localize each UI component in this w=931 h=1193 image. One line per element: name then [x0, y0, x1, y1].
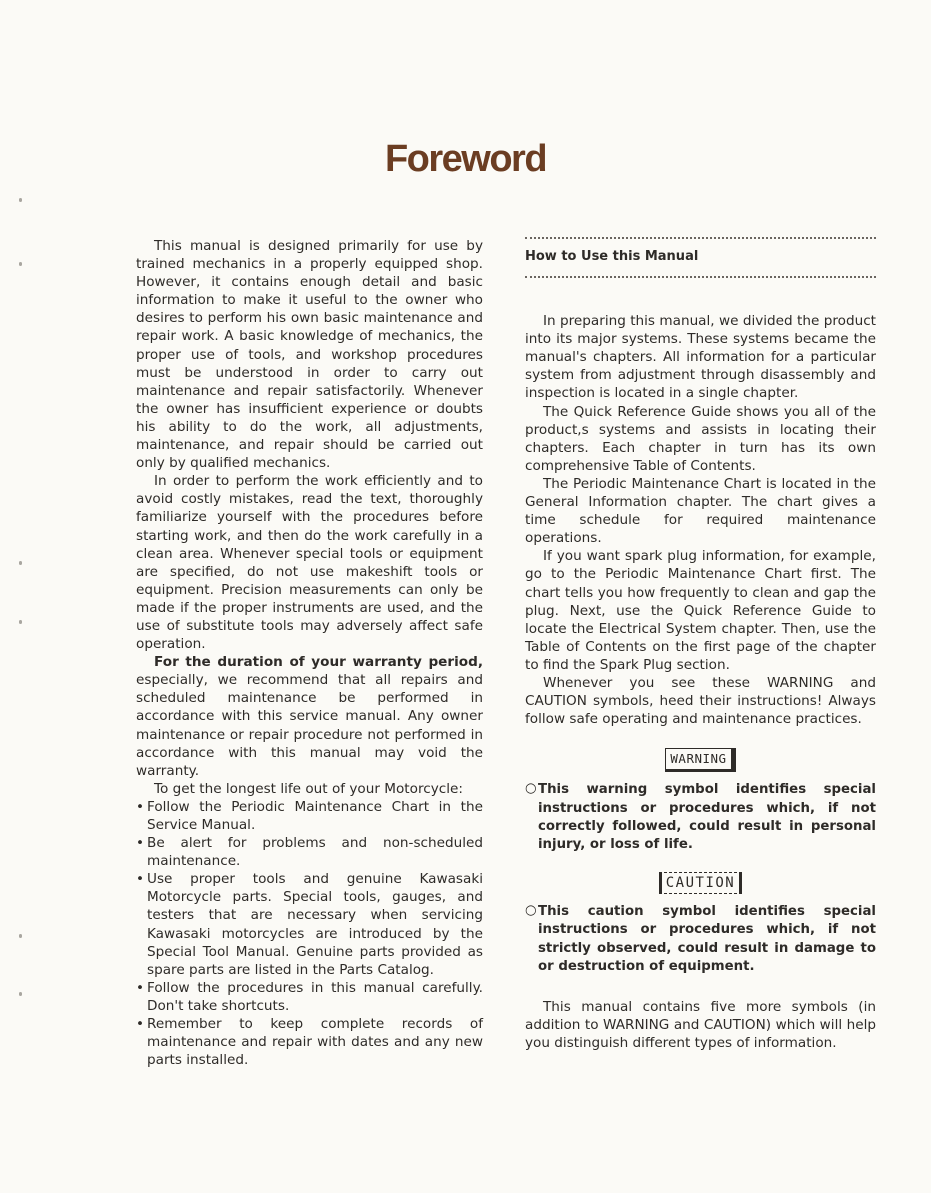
margin-mark [19, 934, 22, 938]
list-item-text: Follow the Periodic Maintenance Chart in the Service Manual. [147, 798, 483, 833]
body-paragraph: In preparing this manual, we divided the product into its major systems. These systems became the manual's chapters. All information for a particular system from adjustment through disassembly and inspection is located in a single chapter. [525, 313, 876, 402]
circle-bullet-icon: ○ [525, 781, 537, 797]
list-item-text: Follow the procedures in this manual carefully. Don't take shortcuts. [147, 979, 483, 1014]
caution-symbol: CAUTION [659, 872, 743, 894]
list-item [136, 798, 483, 834]
dotted-divider [525, 276, 876, 278]
longest-life-paragraph: To get the longest life out of your Motorcycle: [154, 780, 463, 797]
caution-note [525, 903, 876, 976]
margin-mark [19, 198, 22, 202]
caution-symbol-box [525, 872, 876, 894]
list-item [136, 834, 483, 870]
list-item-text: Be alert for problems and non-scheduled maintenance. [147, 835, 483, 870]
margin-mark [19, 262, 22, 266]
warranty-paragraph [136, 653, 483, 780]
warning-symbol-box [525, 748, 876, 772]
margin-mark [19, 620, 22, 624]
warranty-emphasis: For the duration of your warranty period, [154, 654, 483, 671]
circle-bullet-icon: ○ [525, 903, 537, 919]
how-to-body [525, 312, 876, 728]
body-paragraph: Whenever you see these WARNING and CAUTION symbols, heed their instructions! Always follow safe operating and maintenance practices. [525, 674, 876, 728]
caution-note-text: This caution symbol identifies special instructions or procedures which, if not strictly observed, could result in damage to or destruction of equipment. [538, 904, 876, 974]
closing-paragraph: This manual contains five more symbols (in addition to WARNING and CAUTION) which will help you distinguish different types of information. [525, 999, 876, 1052]
body-paragraph: The Quick Reference Guide shows you all of the product,s systems and assists in locating their chapters. Each chapter in turn has its own comprehensive Table of Contents. [525, 403, 876, 474]
intro-paragraph: This manual is designed primarily for use by trained mechanics in a properly equipped shop. However, it contains enough detail and basic information to make it useful to the owner who desires to perform his own basic maintenance and repair work. A basic knowledge of mechanics, the proper use of tools, and workshop procedures must be understood in order to carry out maintenance and repair satisfactorily. Whenever the owner has insufficient experience or doubts his ability to do the work, all adjustments, maintenance, and repair should be carried out only by qualified mechanics. [136, 238, 483, 472]
page-title: Foreword [384, 138, 547, 180]
body-paragraph: If you want spark plug information, for example, go to the Periodic Maintenance Chart first. The chart tells you how frequently to clean and gap the plug. Next, use the Quick Reference Guide to locate the Electrical System chapter. Then, use the Table of Contents on the first page of the chapter to find the Spark Plug section. [525, 548, 876, 673]
list-item [136, 1015, 483, 1069]
right-column [525, 237, 876, 1052]
margin-mark [19, 561, 22, 565]
warning-note [525, 781, 876, 854]
tips-list [136, 798, 483, 1069]
left-column [136, 237, 483, 1069]
warranty-text: especially, we recommend that all repairs and scheduled maintenance be performed in accordance with this service manual. Any owner maintenance or repair procedure not performed in accordance with this manual may void the warranty. [136, 672, 483, 779]
list-item-text: Remember to keep complete records of maintenance and repair with dates and any new parts installed. [147, 1016, 483, 1069]
warning-symbol: WARNING [665, 748, 735, 772]
list-item [136, 979, 483, 1015]
efficiency-paragraph: In order to perform the work efficiently and to avoid costly mistakes, read the text, thoroughly familiarize yourself with the procedures before starting work, and then do the work carefully in a clean area. Whenever special tools or equipment are specified, do not use makeshift tools or equipment. Precision measurements can only be made if the proper instruments are used, and the use of substitute tools may adversely affect safe operation. [136, 473, 483, 653]
bullet-icon: • [136, 798, 145, 815]
dotted-divider [525, 237, 876, 239]
margin-mark [19, 992, 22, 996]
body-paragraph: The Periodic Maintenance Chart is located in the General Information chapter. The chart gives a time schedule for required maintenance operations. [525, 475, 876, 547]
section-heading: How to Use this Manual [525, 249, 699, 264]
bullet-icon: • [136, 979, 145, 996]
list-item-text: Use proper tools and genuine Kawasaki Motorcycle parts. Special tools, gauges, and testers that are necessary when servicing Kawasaki motorcycles are introduced by the Special Tool Manual. Genuine parts provided as spare parts are listed in the Parts Catalog. [147, 871, 483, 978]
bullet-icon: • [136, 835, 145, 852]
warning-note-text: This warning symbol identifies special instructions or procedures which, if not correctly followed, could result in personal injury, or loss of life. [538, 782, 876, 852]
bullet-icon: • [136, 871, 145, 888]
bullet-icon: • [136, 1016, 145, 1033]
list-item [136, 870, 483, 979]
